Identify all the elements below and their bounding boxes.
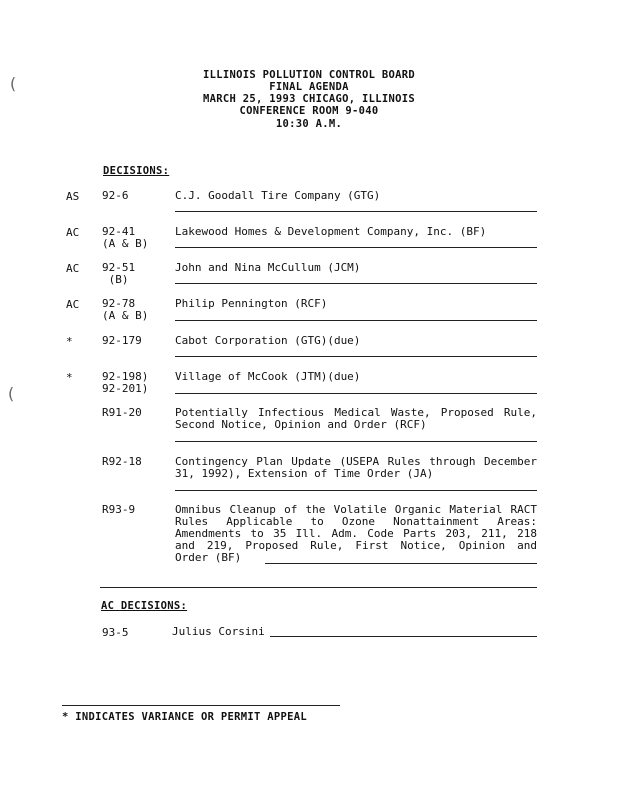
item-number: 93-5 [102,626,129,639]
item-description: Philip Pennington (RCF) [175,297,328,310]
meeting-room: CONFERENCE ROOM 9-040 [239,105,379,117]
rule-line [175,441,537,442]
meeting-time: 10:30 A.M. [275,118,343,130]
item-number: R91-20 [102,406,142,419]
section-divider [100,587,537,588]
ac-decisions-heading: AC DECISIONS: [101,600,188,612]
rule-line [175,283,537,284]
rule-line [175,320,537,321]
item-number: R92-18 [102,455,142,468]
footnote-rule [62,705,340,706]
rule-line [265,563,537,564]
item-subnumber: (B) [102,273,129,286]
item-number: 92-179 [102,334,142,347]
item-code: AC [66,262,80,275]
item-description: Potentially Infectious Medical Waste, Proposed Rule, Second Notice, Opinion and Order (RCF) [175,406,537,431]
item-description: Omnibus Cleanup of the Volatile Organic Material RACT Rules Applicable to Ozone Nonattainment Areas: Amendments to 35 Ill. Adm. Code Parts 203, 211, 218 and 219, Proposed Rule, First Notice, Opinion and Order (BF) [175,503,537,564]
item-subnumber: 92-201) [102,382,149,395]
rule-line [175,211,537,212]
item-description: C.J. Goodall Tire Company (GTG) [175,189,381,202]
rule-line [175,356,537,357]
item-description: Contingency Plan Update (USEPA Rules through December 31, 1992), Extension of Time Order (JA) [175,455,537,480]
item-description: Cabot Corporation (GTG)(due) [175,334,361,347]
variance-marker: * [66,335,73,348]
item-code: AC [66,226,80,239]
scan-mark: ( [6,384,16,403]
variance-marker: * [66,371,73,384]
rule-line [175,393,537,394]
item-number: 92-198) [102,370,149,383]
item-number: 92-78 [102,297,136,310]
decisions-heading: DECISIONS: [103,165,170,177]
item-subnumber: (A & B) [102,309,149,322]
item-code: AS [66,190,80,203]
item-number: R93-9 [102,503,136,516]
rule-line [175,490,537,491]
item-description: Julius Corsini [172,625,265,638]
item-subnumber: (A & B) [102,237,149,250]
rule-line [175,247,537,248]
rule-line [270,636,537,637]
item-number: 92-41 [102,225,136,238]
board-name: ILLINOIS POLLUTION CONTROL BOARD [203,69,415,81]
item-description: Lakewood Homes & Development Company, Inc. (BF) [175,225,487,238]
item-number: 92-6 [102,189,129,202]
item-number: 92-51 [102,261,136,274]
agenda-title: FINAL AGENDA [269,81,349,93]
meeting-date-location: MARCH 25, 1993 CHICAGO, ILLINOIS [203,93,415,105]
item-code: AC [66,298,80,311]
footnote: * INDICATES VARIANCE OR PERMIT APPEAL [62,711,307,723]
item-description: Village of McCook (JTM)(due) [175,370,361,383]
scan-mark: ( [8,74,18,93]
item-description: John and Nina McCullum (JCM) [175,261,361,274]
